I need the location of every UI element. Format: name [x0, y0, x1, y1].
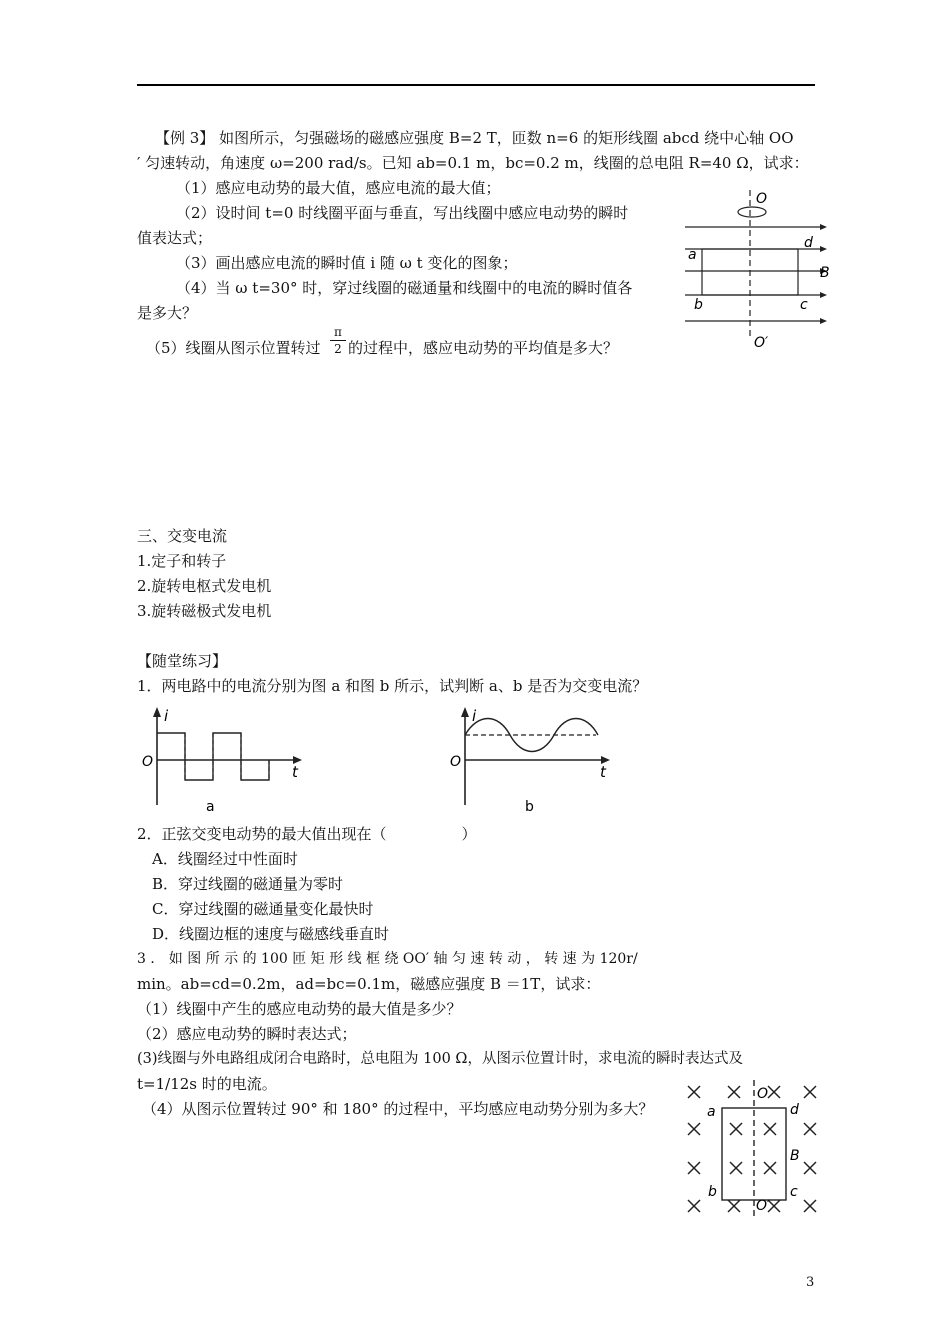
fraction-denominator: 2 — [334, 342, 342, 356]
example3-q5-prefix: （5）线圈从图示位置转过 — [146, 339, 321, 357]
fig2-label-O: O — [757, 1086, 769, 1102]
example3-q1: （1）感应电动势的最大值，感应电流的最大值； — [176, 179, 501, 197]
page-number: 3 — [806, 1275, 815, 1290]
example3-q2a: （2）设时间 t=0 时线圈平面与垂直，写出线圈中感应电动势的瞬时 — [176, 204, 629, 222]
graph-b-axis-i: i — [472, 707, 477, 725]
section3-item2: 2.旋转电枢式发电机 — [137, 577, 272, 595]
practice-q1: 1．两电路中的电流分别为图 a 和图 b 所示，试判断 a、b 是否为交变电流？ — [137, 677, 648, 695]
graph-a-square-wave — [140, 705, 310, 820]
practice-q3-sub4: （4）从图示位置转过 90° 和 180° 的过程中，平均感应电动势分别为多大？ — [142, 1100, 654, 1118]
example3-q2b: 值表达式； — [137, 229, 213, 247]
practice-q2-option-a: A．线圈经过中性面时 — [152, 850, 298, 868]
practice-q2-option-b: B．穿过线圈的磁通量为零时 — [152, 875, 344, 893]
fig1-label-c: c — [800, 297, 808, 313]
fig1-label-O: O — [756, 191, 768, 207]
graph-b-offset-sine — [448, 705, 618, 820]
graph-b-axis-t: t — [600, 763, 606, 781]
practice-q3-sub1: （1）线圈中产生的感应电动势的最大值是多少？ — [137, 1000, 462, 1018]
section3-title: 三、交变电流 — [137, 527, 228, 545]
practice-q2: 2．正弦交变电动势的最大值出现在（ ） — [137, 825, 477, 843]
fraction-pi-over-2 — [330, 325, 346, 356]
header-rule — [137, 84, 815, 86]
example3-line1: 【例 3】 如图所示，匀强磁场的磁感应强度 B=2 T，匝数 n=6 的矩形线圈 abcd 绕中心轴 OO — [155, 129, 794, 147]
coil-crossed-field-figure — [680, 1078, 830, 1223]
example3-q4b: 是多大？ — [137, 304, 198, 322]
graph-b-origin: O — [450, 754, 462, 770]
practice-q3-line1: 3 ． 如 图 所 示 的 100 匝 矩 形 线 框 绕 OO′ 轴 匀 速 转 动 ， 转 速 为 120r/ — [137, 951, 638, 967]
fig2-label-d: d — [790, 1102, 799, 1118]
practice-q3-sub3b: t=1/12s 时的电流。 — [137, 1075, 277, 1093]
fig2-label-c: c — [790, 1184, 798, 1200]
fraction-numerator: π — [334, 325, 342, 339]
fig1-label-O-prime: O′ — [754, 335, 769, 351]
fig2-label-O-prime: O′ — [756, 1198, 771, 1214]
coil-field-figure — [680, 185, 840, 355]
fig1-label-d: d — [804, 235, 813, 251]
fig2-label-b: b — [708, 1184, 717, 1200]
graph-b-caption: b — [525, 799, 534, 815]
fig2-label-B: B — [790, 1148, 800, 1164]
practice-q2-option-c: C．穿过线圈的磁通量变化最快时 — [152, 900, 374, 918]
section3-item1: 1.定子和转子 — [137, 552, 227, 570]
graph-a-origin: O — [142, 754, 154, 770]
example3-line2: ′ 匀速转动，角速度 ω=200 rad/s。已知 ab=0.1 m，bc=0.2 m，线圈的总电阻 R=40 Ω，试求： — [137, 154, 809, 172]
fig1-label-b: b — [694, 297, 703, 313]
fig1-label-a: a — [688, 247, 697, 263]
practice-q3-line2: min。ab=cd=0.2m，ad=bc=0.1m，磁感应强度 B ＝1T，试求： — [137, 975, 601, 993]
fig1-label-B: B — [820, 265, 830, 281]
fig2-label-a: a — [707, 1104, 716, 1120]
section3-item3: 3.旋转磁极式发电机 — [137, 602, 272, 620]
practice-q3-sub3a: (3)线圈与外电路组成闭合电路时，总电阻为 100 Ω，从图示位置计时，求电流的瞬时表达式及 — [137, 1051, 743, 1067]
example3-q4a: （4）当 ω t=30° 时，穿过线圈的磁通量和线圈中的电流的瞬时值各 — [176, 279, 633, 297]
practice-q2-option-d: D．线圈边框的速度与磁感线垂直时 — [152, 925, 390, 943]
example3-q5-suffix: 的过程中，感应电动势的平均值是多大？ — [348, 339, 619, 357]
graph-a-axis-t: t — [292, 763, 298, 781]
example3-q3: （3）画出感应电流的瞬时值 i 随 ω t 变化的图象； — [176, 254, 518, 272]
practice-q3-sub2: （2）感应电动势的瞬时表达式； — [137, 1025, 357, 1043]
graph-a-axis-i: i — [164, 707, 169, 725]
practice-title: 【随堂练习】 — [137, 652, 228, 670]
graph-a-caption: a — [206, 799, 215, 815]
